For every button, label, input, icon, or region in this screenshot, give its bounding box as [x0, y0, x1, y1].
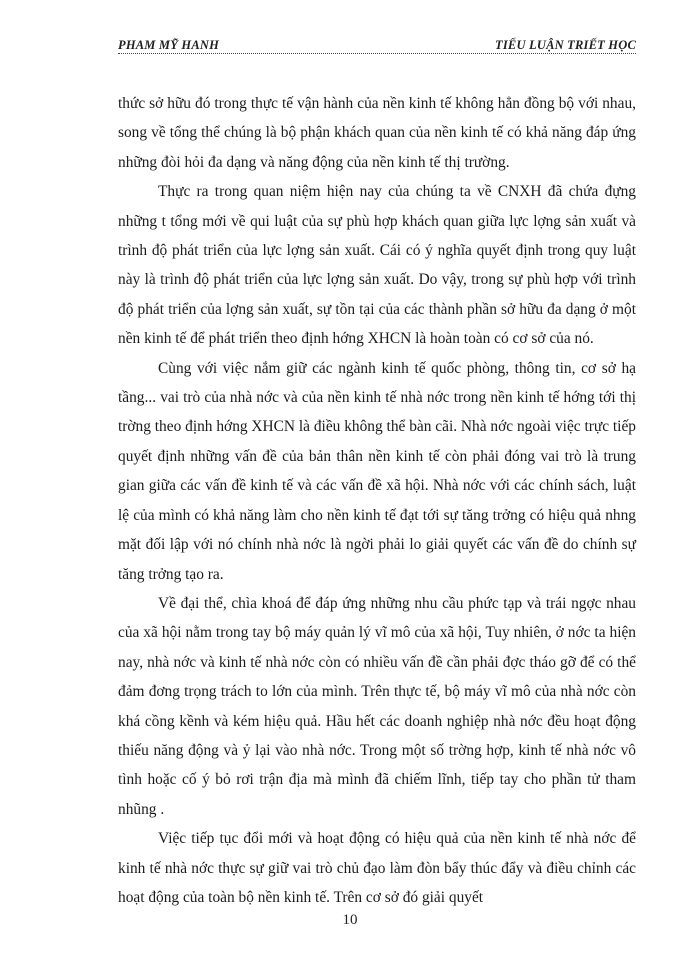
header-title: TIỂU LUẬN TRIẾT HỌC — [495, 38, 636, 52]
paragraph-3: Cùng với việc nắm giữ các ngành kinh tế quốc phòng, thông tin, cơ sở hạ tầng... vai trò của nhà nớc và của nền kinh tế nhà nớc trong nền kinh tế hớng tới thị trờng theo định hớng XHCN là điều không thể bàn cãi. Nhà nớc ngoài việc trực tiếp quyết định những vấn đề của bản thân nền kinh tế còn phải đóng vai trò là trung gian giữa các vấn đề kinh tế và các vấn đề xã hội. Nhà nớc với các chính sách, luật lệ của mình có khả năng làm cho nền kinh tế đạt tới sự tăng trởng có hiệu quả nhng mặt đối lập với nó chính nhà nớc là ngời phải lo giải quyết các vấn đề do chính sự tăng trởng tạo ra. — [118, 359, 636, 583]
running-header — [118, 38, 636, 54]
paragraph-2: Thực ra trong quan niệm hiện nay của chúng ta về CNXH đã chứa đựng những t tổng mới về qui luật của sự phù hợp khách quan giữa lực lợng sản xuất và trình độ phát triển của lực lợng sản xuất. Cái có ý nghĩa quyết định trong quy luật này là trình độ phát triển của lực lợng sản xuất. Do vậy, trong sự phù hợp với trình độ phát triển của lợng sản xuất, sự tồn tại của các thành phần sở hữu đa dạng ở một nền kinh tế để phát triển theo định hớng XHCN là hoàn toàn có cơ sở của nó. — [118, 183, 636, 348]
body-text — [118, 89, 636, 912]
header-author: PHAM MỸ HANH — [118, 38, 220, 52]
paragraph-1: thức sở hữu đó trong thực tế vận hành của nền kinh tế không hẳn đồng bộ với nhau, song về tổng thể chúng là bộ phận khách quan của nền kinh tế có khả năng đáp ứng những đòi hỏi đa dạng và năng động của nền kinh tế thị trường. — [118, 95, 636, 171]
paragraph-4: Về đại thể, chìa khoá để đáp ứng những nhu cầu phức tạp và trái ngợc nhau của xã hội nằm trong tay bộ máy quản lý vĩ mô của xã hội, Tuy nhiên, ở nớc ta hiện nay, nhà nớc và kinh tế nhà nớc còn có nhiều vấn đề cần phải đợc tháo gỡ để có thể đảm đơng trọng trách to lớn của mình. Trên thực tế, bộ máy vĩ mô của nhà nớc còn khá cồng kềnh và kém hiệu quả. Hầu hết các doanh nghiệp nhà nớc đều hoạt động thiếu năng động và ỷ lại vào nhà nớc. Trong một số trờng hợp, kinh tế nhà nớc vô tình hoặc cố ý bỏ rơi trận địa mà mình đã chiếm lĩnh, tiếp tay cho phần tử tham nhũng . — [118, 594, 636, 818]
paragraph-5: Việc tiếp tục đổi mới và hoạt động có hiệu quả của nền kinh tế nhà nớc để kinh tế nhà nớc thực sự giữ vai trò chủ đạo làm đòn bẩy thúc đẩy và điều chỉnh các hoạt động của toàn bộ nền kinh tế. Trên cơ sở đó giải quyết — [118, 830, 636, 906]
page-number: 10 — [342, 912, 358, 928]
header-rule — [118, 53, 636, 54]
